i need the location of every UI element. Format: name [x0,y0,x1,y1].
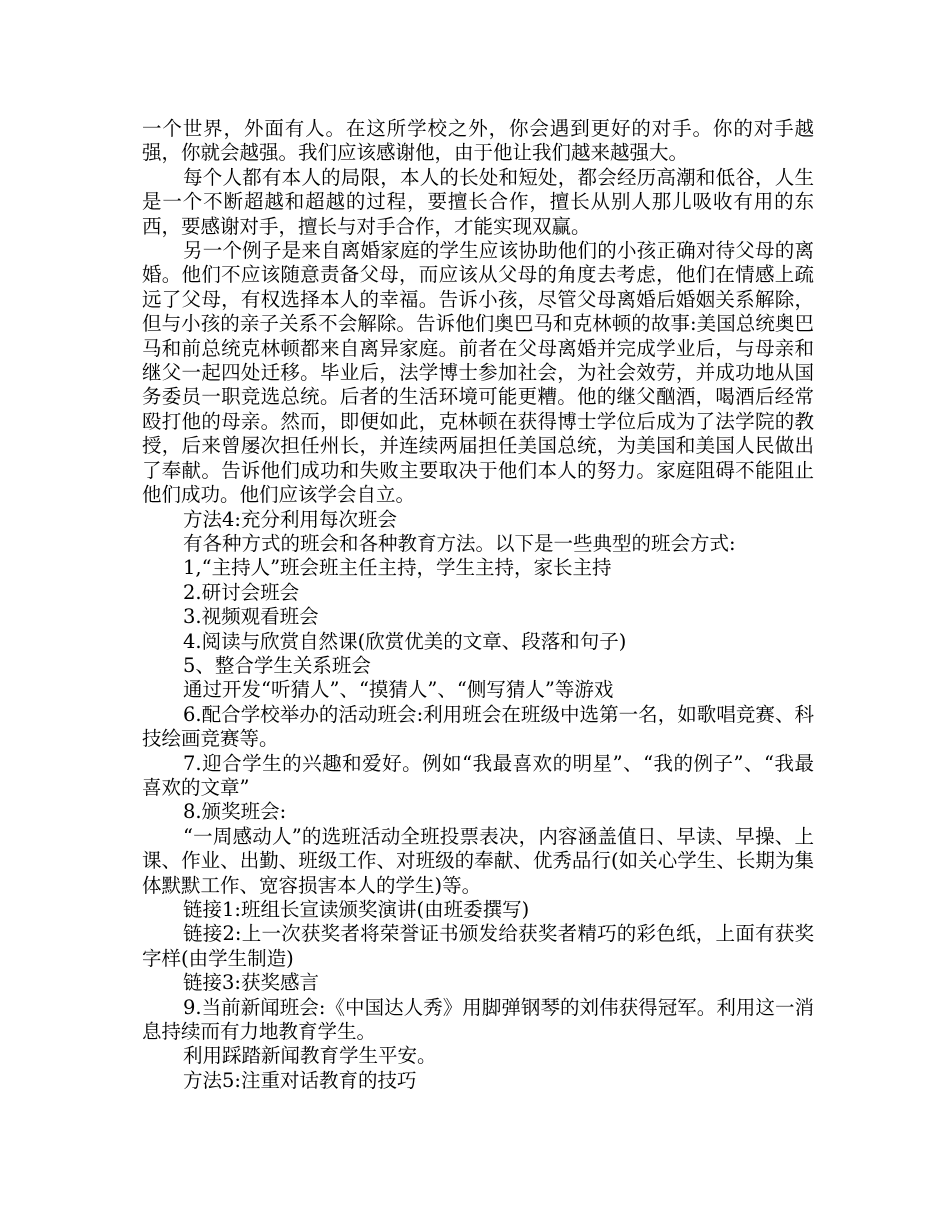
list-item: 8.颁奖班会: [183,800,287,824]
paragraph: 链接3:获奖感言 [183,971,319,995]
list-item: 3.视频观看班会 [183,605,319,629]
paragraph: 另一个例子是来自离婚家庭的学生应该协助他们的小孩正确对待父母的离婚。他们不应该随意责备父母，而应该从父母的角度去考虑，他们在情感上疏远了父母，有权选择本人的幸福。告诉小孩，尽管父母离婚后婚姻关系解除，但与小孩的亲子关系不会解除。告诉他们奥巴马和克林顿的故事:美国总统奥巴马和前总统克林顿都来自离异家庭。前者在父母离婚并完成学业后，与母亲和继父一起四处迁移。毕业后，法学博士参加社会，为社会效劳，并成功地从国务委员一职竞选总统。后者的生活环境可能更糟。他的继父酗酒，喝酒后经常殴打他的母亲。然而，即便如此，克林顿在获得博士学位后成为了法学院的教授，后来曾屡次担任州长，并连续两届担任美国总统，为美国和美国人民做出了奉献。告诉他们成功和失败主要取决于他们本人的努力。家庭阻碍不能阻止他们成功。他们应该学会自立。 [142,239,814,507]
paragraph: 有各种方式的班会和各种教育方法。以下是一些典型的班会方式: [183,531,736,555]
section-heading: 方法4:充分利用每次班会 [183,507,397,531]
paragraph: 每个人都有本人的局限，本人的长处和短处，都会经历高潮和低谷，人生是一个不断超越和超越的过程，要擅长合作，擅长从别人那儿吸收有用的东西，要感谢对手，擅长与对手合作，才能实现双赢。 [142,165,814,238]
list-item: 5、整合学生关系班会 [183,653,371,677]
list-item: 2.研讨会班会 [183,580,300,604]
list-item: 4.阅读与欣赏自然课(欣赏优美的文章、段落和句子) [183,629,627,653]
paragraph: “一周感动人”的选班活动全班投票表决，内容涵盖值日、早读、早操、上课、作业、出勤、班级工作、对班级的奉献、优秀品行(如关心学生、长期为集体默默工作、宽容损害本人的学生)等。 [142,824,814,897]
list-item: 6.配合学校举办的活动班会:利用班会在班级中选第一名，如歌唱竞赛、科技绘画竞赛等。 [142,702,814,751]
list-item: 1,“主持人”班会班主任主持，学生主持，家长主持 [183,556,612,580]
paragraph: 链接1:班组长宣读颁奖演讲(由班委撰写) [183,898,530,921]
list-item: 9.当前新闻班会:《中国达人秀》用脚弹钢琴的刘伟获得冠军。利用这一消息持续而有力地教育学生。 [142,995,814,1044]
paragraph: 一个世界，外面有人。在这所学校之外，你会遇到更好的对手。你的对手越强，你就会越强。我们应该感谢他，由于他让我们越来越强大。 [142,117,814,165]
list-item: 7.迎合学生的兴趣和爱好。例如“我最喜欢的明星”、“我的例子”、“我最喜欢的文章” [142,751,814,799]
paragraph: 通过开发“听猜人”、“摸猜人”、“侧写猜人”等游戏 [183,678,614,702]
paragraph: 链接2:上一次获奖者将荣誉证书颁发给获奖者精巧的彩色纸，上面有获奖字样(由学生制造) [142,922,814,970]
section-heading: 方法5:注重对话教育的技巧 [183,1068,417,1092]
paragraph: 利用踩踏新闻教育学生平安。 [183,1044,437,1068]
document-page [142,117,814,1093]
